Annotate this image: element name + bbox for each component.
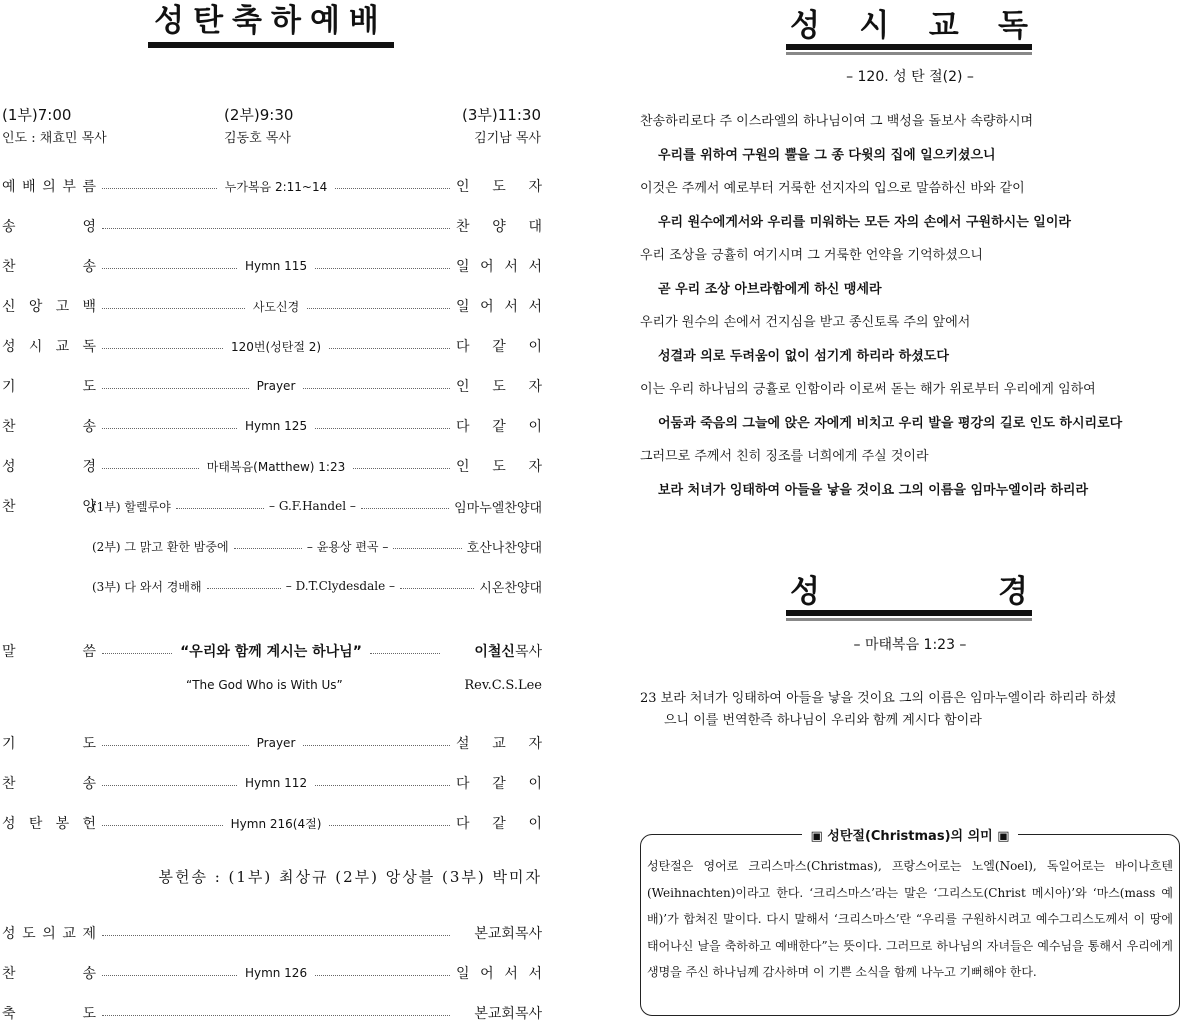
- title-char: 성: [790, 7, 820, 44]
- anthem-composer: – G.F.Handel –: [269, 499, 356, 513]
- leader-line: 이것은 주께서 예로부터 거룩한 선지자의 입으로 말씀하신 바와 같이: [640, 181, 1025, 196]
- congregation-line: 성결과 의로 두려움이 없이 섬기게 하리라 하셨도다: [658, 348, 949, 364]
- leader-char: 일: [456, 966, 470, 982]
- dot-leader: [102, 388, 249, 389]
- service-time: (1부)7:00: [2, 106, 72, 124]
- order-item-label: [2, 813, 96, 833]
- dot-leader: [102, 188, 217, 189]
- dot-leader: [102, 825, 223, 826]
- order-item: [2, 732, 542, 754]
- verse-line-continued: 으니 이를 번역한즉 하나님이 우리와 함께 계시다 함이라: [664, 713, 982, 728]
- label-char: 찬: [2, 419, 16, 435]
- dot-leader: [353, 468, 450, 469]
- sermon-item: [2, 640, 542, 662]
- order-item-label: [2, 176, 96, 196]
- label-char: 말: [2, 644, 16, 660]
- order-item-detail: Hymn 112: [244, 776, 308, 790]
- dot-leader: [315, 268, 450, 269]
- dot-leader: [303, 388, 450, 389]
- offering-song-line: 봉헌송 : (1부) 최상규 (2부) 앙상블 (3부) 박미자: [158, 868, 542, 886]
- dot-leader: [370, 653, 440, 654]
- order-item-leader: [456, 296, 542, 316]
- label-char: 기: [2, 379, 16, 395]
- anthem-item: [92, 575, 542, 597]
- dot-leader: [102, 935, 450, 936]
- anthem-choir: 임마누엘찬양대: [454, 500, 542, 516]
- box-title: ▣ 성탄절(Christmas)의 의미 ▣: [802, 829, 1017, 844]
- label-char: 독: [82, 339, 96, 355]
- dot-leader: [329, 825, 450, 826]
- order-item-label: [2, 963, 96, 983]
- leader-char: 다: [456, 816, 470, 832]
- order-item: [2, 415, 542, 437]
- leader-char: 다: [456, 776, 470, 792]
- label-char: 경: [82, 459, 96, 475]
- order-item-detail: Hymn 126: [244, 966, 308, 980]
- order-item: [2, 175, 542, 197]
- order-item-detail: 누가복음 2:11~14: [224, 179, 328, 194]
- leader-char: 같: [492, 339, 506, 355]
- leader-char: 이: [528, 339, 542, 355]
- service-3: [391, 104, 541, 146]
- leader-char: 자: [528, 459, 543, 475]
- order-item: [2, 215, 542, 237]
- scripture-reference: – 마태복음 1:23 –: [853, 637, 967, 653]
- dot-leader: [329, 348, 450, 349]
- leader-char: 인: [456, 179, 470, 195]
- order-item-detail: 120번(성탄절 2): [230, 339, 322, 354]
- congregation-line: 보라 처녀가 잉태하여 아들을 낳을 것이요 그의 이름을 임마누엘이라 하리라: [658, 482, 1089, 498]
- order-item-leader: [456, 176, 542, 196]
- congregation-line: 우리를 위하여 구원의 뿔을 그 종 다윗의 집에 일으키셨으니: [658, 147, 996, 163]
- label-char: 도: [82, 379, 96, 395]
- congregation-line: 어둠과 죽음의 그늘에 앉은 자에게 비치고 우리 발을 평강의 길로 인도 하시리로다: [658, 415, 1123, 431]
- label-char: 송: [82, 776, 96, 792]
- order-item-label: [2, 416, 96, 436]
- dot-leader: [234, 548, 302, 549]
- sermon-english: [2, 678, 542, 700]
- service-minister: 김동호 목사: [224, 131, 291, 146]
- order-item-detail: Hymn 216(4절): [230, 816, 322, 831]
- congregation-line: 우리 원수에게서와 우리를 미워하는 모든 자의 손에서 구원하시는 일이라: [658, 214, 1071, 230]
- order-item-label: [2, 296, 96, 316]
- label-char: 송: [82, 419, 96, 435]
- order-item-leader: [456, 773, 542, 793]
- leader-char: 본교회목사: [474, 926, 542, 942]
- anthem-composer: – D.T.Clydesdale –: [285, 579, 396, 593]
- label-char: 송: [2, 219, 16, 235]
- label-char: 배: [22, 179, 36, 195]
- dot-leader: [400, 588, 474, 589]
- label-char: 축: [2, 1006, 16, 1022]
- order-item-label: [2, 1003, 96, 1023]
- label-char: 제: [82, 926, 96, 942]
- leader-char: 서: [528, 259, 543, 275]
- order-item-leader: [456, 256, 542, 276]
- leader-char: 자: [528, 379, 543, 395]
- congregation-line: 곧 우리 조상 아브라함에게 하신 맹세라: [658, 281, 882, 297]
- order-item: [2, 922, 542, 944]
- label-char: 의: [42, 179, 56, 195]
- dot-leader: [102, 1015, 450, 1016]
- label-char: 부: [62, 179, 76, 195]
- order-item: [2, 812, 542, 834]
- leader-char: 다: [456, 339, 470, 355]
- order-item-detail: Hymn 115: [244, 259, 308, 273]
- worship-title: 성탄축하예배: [148, 0, 394, 48]
- responsive-reading-title-block: [786, 0, 1032, 60]
- order-item-leader: [456, 376, 542, 396]
- sermon-english-title: “The God Who is With Us”: [186, 678, 343, 692]
- leader-char: 도: [492, 459, 506, 475]
- scripture-verse: [640, 688, 1180, 732]
- scripture-title-block: [786, 566, 1032, 626]
- order-item-leader: [456, 416, 542, 436]
- order-item: [2, 1002, 542, 1024]
- dot-leader: [102, 653, 172, 654]
- label-char: 찬: [2, 259, 16, 275]
- worship-order-column: [0, 0, 545, 1024]
- dot-leader: [102, 228, 450, 229]
- service-minister: 인도 : 채효민 목사: [2, 131, 107, 146]
- label-char: 신: [2, 299, 16, 315]
- label-char: 고: [55, 299, 70, 315]
- anthem-title: (1부) 할렐루야: [92, 499, 171, 514]
- anthem-title: (2부) 그 맑고 환한 밤중에: [92, 539, 229, 554]
- preacher-english-name: Rev.C.S.Lee: [464, 678, 542, 693]
- order-item-leader: [456, 813, 542, 833]
- label-char: 성: [2, 459, 16, 475]
- label-char: 름: [82, 179, 96, 195]
- label-char: 교: [55, 339, 70, 355]
- leader-char: 양: [492, 219, 506, 235]
- dot-leader: [207, 588, 281, 589]
- order-item-label: [2, 216, 96, 236]
- leader-char: 인: [456, 379, 470, 395]
- dot-leader: [102, 348, 223, 349]
- order-item-label: [2, 773, 96, 793]
- service-times: [0, 104, 545, 146]
- responsive-reading-title: [786, 0, 1032, 50]
- order-item-label: [2, 256, 96, 276]
- order-item-leader: [456, 963, 542, 983]
- service-2: [224, 104, 374, 146]
- order-item-leader: [456, 1003, 542, 1023]
- order-item-detail: Prayer: [256, 736, 296, 750]
- leader-char: 같: [492, 419, 506, 435]
- worship-title-block: [148, 0, 394, 54]
- dot-leader: [307, 308, 450, 309]
- leader-char: 같: [492, 816, 506, 832]
- anthem-item: [92, 495, 542, 517]
- preacher-suffix: 목사: [514, 644, 543, 660]
- leader-char: 도: [492, 379, 506, 395]
- leader-char: 일: [456, 299, 470, 315]
- leader-char: 교: [492, 736, 506, 752]
- order-item-leader: [456, 923, 542, 943]
- title-char: 성: [790, 573, 820, 610]
- scripture-title: [786, 566, 1032, 616]
- leader-char: 어: [480, 966, 494, 982]
- reading-column: [640, 0, 1180, 1024]
- service-time: (2부)9:30: [224, 106, 294, 124]
- leader-line: 우리가 원수의 손에서 건지심을 받고 종신토록 주의 앞에서: [640, 315, 971, 330]
- order-item-detail: 마태복음(Matthew) 1:23: [206, 459, 346, 474]
- leader-char: 어: [480, 259, 494, 275]
- order-item-detail: Hymn 125: [244, 419, 308, 433]
- sermon-title: “우리와 함께 계시는 하나님”: [180, 644, 362, 660]
- order-item-label: [2, 376, 96, 396]
- box-body: 성탄절은 영어로 크리스마스(Christmas), 프랑스어로는 노엘(Noel), 독일어로는 바이나흐텐(Weihnachten)이라고 한다. ‘크리스마스’라는 말은 ‘그리스도(Christ 메시아)’와 ‘마스(mass 예배)’가 합쳐진 말이다. 다시 말해서 ‘크리스마스’란 “우리를 구원하시려고 예수그리스도께서 이 땅에 태어나신 날을 축하하고 예배한다”는 뜻이다. 그러므로 하나님의 자녀들은 예수님을 통해서 우리에게 생명을 주신 하나님께 감사하며 이 기쁜 소식을 함께 나누고 기뻐해야 한다.: [647, 859, 1173, 979]
- leader-char: 설: [456, 736, 470, 752]
- label-char: 도: [82, 736, 96, 752]
- label-char: 예: [2, 179, 16, 195]
- sermon-preacher: [446, 641, 542, 661]
- title-underline: [786, 52, 1032, 55]
- order-item: [2, 295, 542, 317]
- leader-line: 찬송하리로다 주 이스라엘의 하나님이여 그 백성을 돌보사 속량하시며: [640, 114, 1034, 129]
- order-item: [2, 495, 96, 517]
- dot-leader: [315, 428, 450, 429]
- dot-leader: [102, 468, 199, 469]
- label-char: 봉: [55, 816, 70, 832]
- order-item: [2, 255, 542, 277]
- dot-leader: [315, 785, 450, 786]
- order-item-label: [2, 496, 96, 516]
- order-item-detail: 사도신경: [252, 299, 300, 314]
- label-char: 기: [2, 736, 16, 752]
- leader-char: 찬: [456, 219, 470, 235]
- title-char: 교: [928, 7, 959, 44]
- label-char: 교: [62, 926, 76, 942]
- leader-char: 서: [504, 259, 518, 275]
- label-char: 백: [82, 299, 96, 315]
- label-char: 의: [42, 926, 56, 942]
- anthem-composer: – 윤용상 편곡 –: [306, 539, 389, 554]
- label-char: 탄: [28, 816, 43, 832]
- dot-leader: [315, 975, 450, 976]
- label-char: 찬: [2, 776, 16, 792]
- leader-char: 다: [456, 419, 470, 435]
- label-char: 송: [82, 259, 96, 275]
- verse-line: 23 보라 처녀가 잉태하여 아들을 낳을 것이요 그의 이름은 임마누엘이라 하리라 하셨: [640, 691, 1117, 706]
- leader-char: 이: [528, 816, 543, 832]
- label-char: 시: [28, 339, 43, 355]
- order-item-label: [2, 923, 96, 943]
- leader-line: 그러므로 주께서 친히 징조를 너희에게 주실 것이라: [640, 449, 929, 464]
- leader-char: 같: [492, 776, 506, 792]
- anthem-title: (3부) 다 와서 경배해: [92, 579, 202, 594]
- order-item-leader: [456, 216, 542, 236]
- responsive-reading-subtitle: – 120. 성 탄 절(2) –: [846, 69, 974, 85]
- leader-char: 자: [528, 736, 543, 752]
- dot-leader: [102, 745, 249, 746]
- title-char: 독: [998, 7, 1028, 44]
- service-minister: 김기남 목사: [474, 131, 541, 146]
- dot-leader: [102, 975, 237, 976]
- anthem-choir: 시온찬양대: [479, 580, 543, 596]
- label-char: 도: [82, 1006, 96, 1022]
- label-char: 도: [22, 926, 36, 942]
- order-item: [2, 335, 542, 357]
- leader-line: 이는 우리 하나님의 긍휼로 인함이라 이로써 돋는 해가 위로부터 우리에게 임하여: [640, 382, 1096, 397]
- leader-char: 서: [504, 966, 518, 982]
- order-item-label: [2, 456, 96, 476]
- label-char: 성: [2, 926, 16, 942]
- title-underline: [786, 618, 1032, 621]
- order-item-detail: Prayer: [256, 379, 296, 393]
- leader-char: 서: [528, 966, 543, 982]
- order-item-label: [2, 641, 96, 661]
- label-char: 영: [82, 219, 96, 235]
- leader-char: 서: [504, 299, 518, 315]
- leader-char: 대: [528, 219, 542, 235]
- leader-char: 자: [528, 179, 542, 195]
- label-char: 찬: [2, 966, 16, 982]
- order-item: [2, 772, 542, 794]
- dot-leader: [102, 268, 237, 269]
- order-item-leader: [456, 336, 542, 356]
- label-char: 씀: [82, 644, 96, 660]
- order-item: [2, 455, 542, 477]
- dot-leader: [335, 188, 450, 189]
- title-char: 시: [859, 7, 890, 44]
- label-char: 송: [82, 966, 96, 982]
- anthem-choir: 호산나찬양대: [466, 540, 543, 556]
- label-char: 앙: [28, 299, 43, 315]
- christmas-meaning-box: [640, 829, 1180, 1016]
- label-char: 찬: [2, 499, 16, 515]
- dot-leader: [102, 785, 237, 786]
- leader-char: 이: [528, 776, 543, 792]
- order-item-label: [2, 733, 96, 753]
- service-1: [2, 104, 152, 146]
- label-char: 양: [82, 499, 96, 515]
- title-char: 경: [998, 573, 1028, 610]
- label-char: 성: [2, 816, 16, 832]
- label-char: 성: [2, 339, 16, 355]
- anthem-item: [92, 535, 542, 557]
- order-item-leader: [456, 733, 542, 753]
- dot-leader: [102, 308, 245, 309]
- leader-char: 이: [528, 419, 543, 435]
- leader-char: 인: [456, 459, 470, 475]
- leader-line: 우리 조상을 긍휼히 여기시며 그 거룩한 언약을 기억하셨으니: [640, 248, 983, 263]
- order-item: [2, 375, 542, 397]
- dot-leader: [361, 508, 449, 509]
- leader-char: 서: [528, 299, 542, 315]
- preacher-name: 이철신: [474, 644, 515, 660]
- service-time: (3부)11:30: [462, 106, 541, 124]
- order-item-label: [2, 336, 96, 356]
- order-item-leader: [456, 456, 542, 476]
- dot-leader: [102, 428, 237, 429]
- order-item: [2, 962, 542, 984]
- label-char: 헌: [82, 816, 96, 832]
- leader-char: 본교회목사: [474, 1006, 542, 1022]
- leader-char: 도: [492, 179, 506, 195]
- dot-leader: [176, 508, 264, 509]
- dot-leader: [303, 745, 450, 746]
- dot-leader: [393, 548, 461, 549]
- leader-char: 어: [480, 299, 494, 315]
- leader-char: 일: [456, 259, 470, 275]
